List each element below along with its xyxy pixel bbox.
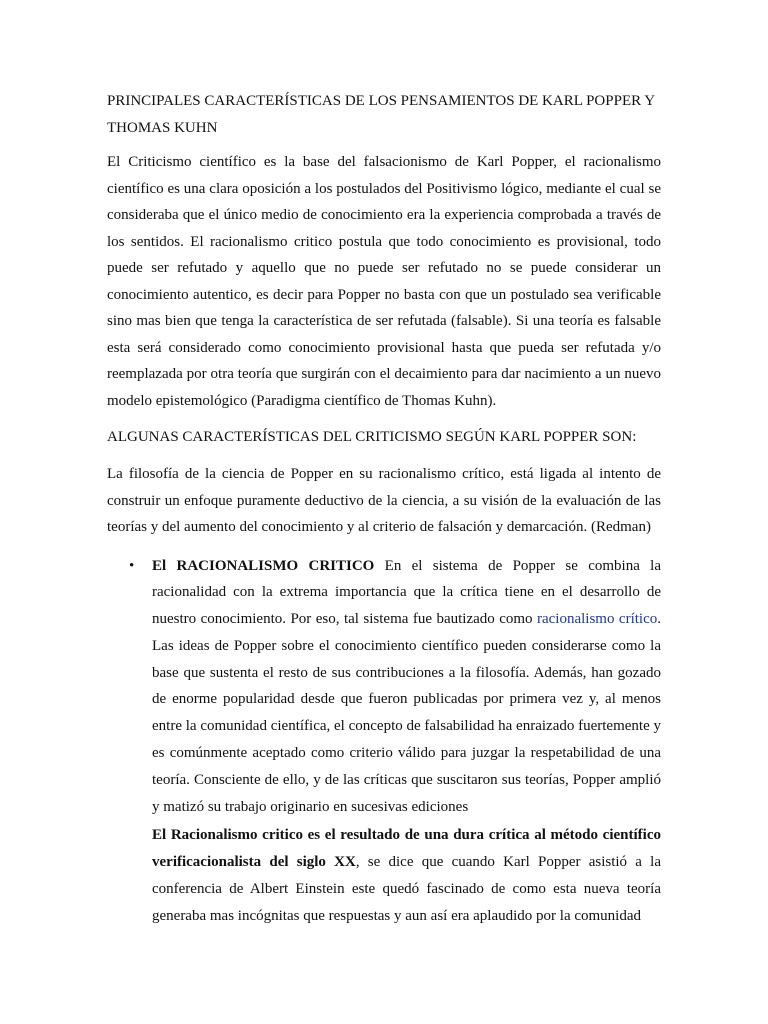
bullet-list [107,553,661,821]
bullet-text-after-link: . Las ideas de Popper sobre el conocimiento científico pueden considerarse como la base que sustenta el resto de sus contribuciones a la filosofía. Además, han gozado de enorme popularidad desde que fueron publicadas por primera vez y, al menos entre la comunidad científica, el concepto de falsabilidad ha enraizado fuertemente y es comúnmente aceptado como criterio válido para juzgar la respetabilidad de una teoría. Consciente de ello, y de las críticas que suscitaron sus teorías, Popper amplió y matizó su trabajo originario en sucesivas ediciones [152,611,661,815]
document-title: PRINCIPALES CARACTERÍSTICAS DE LOS PENSAMIENTOS DE KARL POPPER Y THOMAS KUHN [107,93,655,136]
second-paragraph: La filosofía de la ciencia de Popper en su racionalismo crítico, está ligada al intento de construir un enfoque puramente deductivo de la ciencia, a su visión de la evaluación de las teorías y del aumento del conocimiento y al criterio de falsación y demarcación. (Redman) [107,466,661,535]
follow-bold-lead: El Racionalismo critico es el resultado de una dura crítica al método científico verificacionalista del siglo XX [152,827,661,871]
document-page [107,88,661,930]
follow-text: , se dice que cuando Karl Popper asistió a la conferencia de Albert Einstein este quedó fascinado de como esta nueva teoría generaba mas incógnitas que respuestas y aun así era aplaudido por la comunidad [152,854,661,924]
list-item [107,553,661,821]
bullet-bold-lead: El RACIONALISMO CRITICO [152,557,375,574]
racionalismo-critico-link[interactable]: racionalismo crítico [537,611,658,628]
bullet-icon: • [129,557,135,574]
follow-paragraph [107,822,661,929]
intro-paragraph: El Criticismo científico es la base del falsacionismo de Karl Popper, el racionalismo científico es una clara oposición a los postulados del Positivismo lógico, mediante el cual se consideraba que el único medio de conocimiento era la experiencia comprobada a través de los sentidos. El racionalismo critico postula que todo conocimiento es provisional, todo puede ser refutado y aquello que no puede ser refutado no se puede considerar un conocimiento autentico, es decir para Popper no basta con que un postulado sea verificable sino mas bien que tenga la característica de ser refutada (falsable). Si una teoría es falsable esta será considerado como conocimiento provisional hasta que pueda ser refutada y/o reemplazada por otra teoría que surgirán con el decaimiento para dar nacimiento a un nuevo modelo epistemológico (Paradigma científico de Thomas Kuhn). [107,154,661,409]
section-subheading: ALGUNAS CARACTERÍSTICAS DEL CRITICISMO SEGÚN KARL POPPER SON: [107,429,637,445]
bullet-text-before-link: En el sistema de Popper se combina la racionalidad con la extrema importancia que la crítica tiene en el desarrollo de nuestro conocimiento. Por eso, tal sistema fue bautizado como [152,557,661,628]
